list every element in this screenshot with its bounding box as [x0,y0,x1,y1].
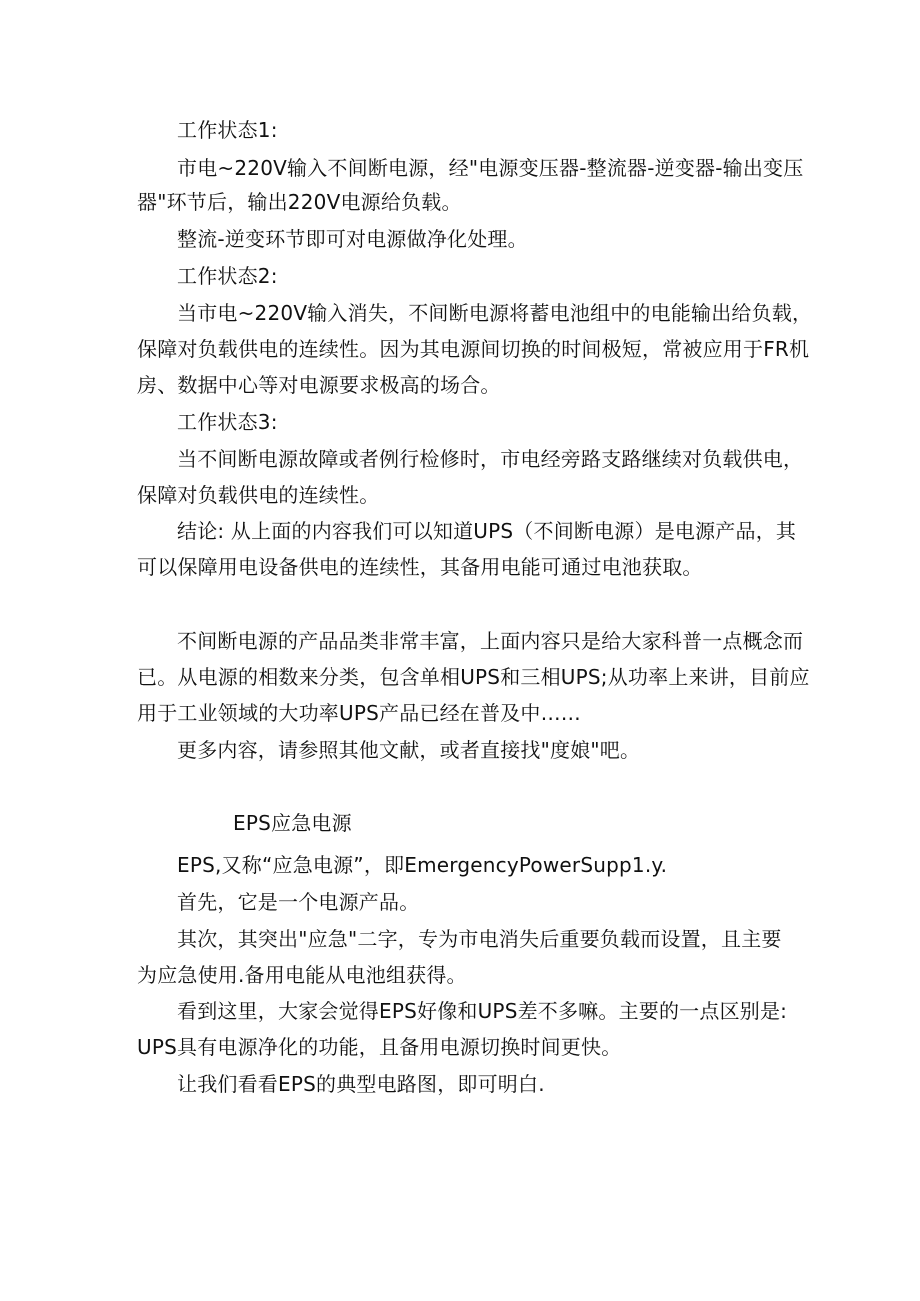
state1-paragraph-2: 整流-逆变环节即可对电源做净化处理。 [177,227,528,251]
product-category-line-1: 不间断电源的产品品类非常丰富，上面内容只是给大家科普一点概念而 [177,629,804,653]
eps-circuit-intro: 让我们看看EPS的典型电路图，即可明白. [177,1072,545,1096]
eps-first-point: 首先，它是一个电源产品。 [177,890,420,914]
eps-second-point-line-2: 为应急使用.备用电能从电池组获得。 [137,963,467,987]
conclusion-line-1: 结论: 从上面的内容我们可以知道UPS（不间断电源）是电源产品，其 [177,519,797,543]
more-content-paragraph: 更多内容，请参照其他文献，或者直接找"度娘"吧。 [177,738,641,762]
state2-title: 工作状态2: [177,264,278,288]
state3-paragraph-line-2: 保障对负载供电的连续性。 [137,483,380,507]
state2-paragraph-line-3: 房、数据中心等对电源要求极高的场合。 [137,373,501,397]
state1-title: 工作状态1: [177,118,278,142]
eps-heading: EPS应急电源 [233,811,352,835]
state3-title: 工作状态3: [177,410,278,434]
state3-paragraph-line-1: 当不间断电源故障或者例行检修时，市电经旁路支路继续对负载供电， [177,447,804,471]
state2-paragraph-line-1: 当市电~220V输入消失，不间断电源将蓄电池组中的电能输出给负载， [177,301,813,325]
eps-definition: EPS,又称“应急电源”，即EmergencyPowerSupp1.y. [177,853,668,877]
eps-difference-line-2: UPS具有电源净化的功能，且备用电源切换时间更快。 [137,1035,622,1059]
conclusion-line-2: 可以保障用电设备供电的连续性，其备用电能可通过电池获取。 [137,555,703,579]
state1-paragraph-line-2: 器"环节后，输出220V电源给负载。 [137,190,462,214]
eps-second-point-line-1: 其次，其突出"应急"二字，专为市电消失后重要负载而设置，且主要 [177,927,782,951]
product-category-line-2: 已。从电源的相数来分类，包含单相UPS和三相UPS;从功率上来讲，目前应 [137,665,810,689]
eps-difference-line-1: 看到这里，大家会觉得EPS好像和UPS差不多嘛。主要的一点区别是: [177,999,788,1023]
state2-paragraph-line-2: 保障对负载供电的连续性。因为其电源间切换的时间极短，常被应用于FR机 [137,337,810,361]
product-category-line-3: 用于工业领域的大功率UPS产品已经在普及中…… [137,701,581,725]
state1-paragraph-line-1: 市电~220V输入不间断电源，经"电源变压器-整流器-逆变器-输出变压 [177,156,804,180]
